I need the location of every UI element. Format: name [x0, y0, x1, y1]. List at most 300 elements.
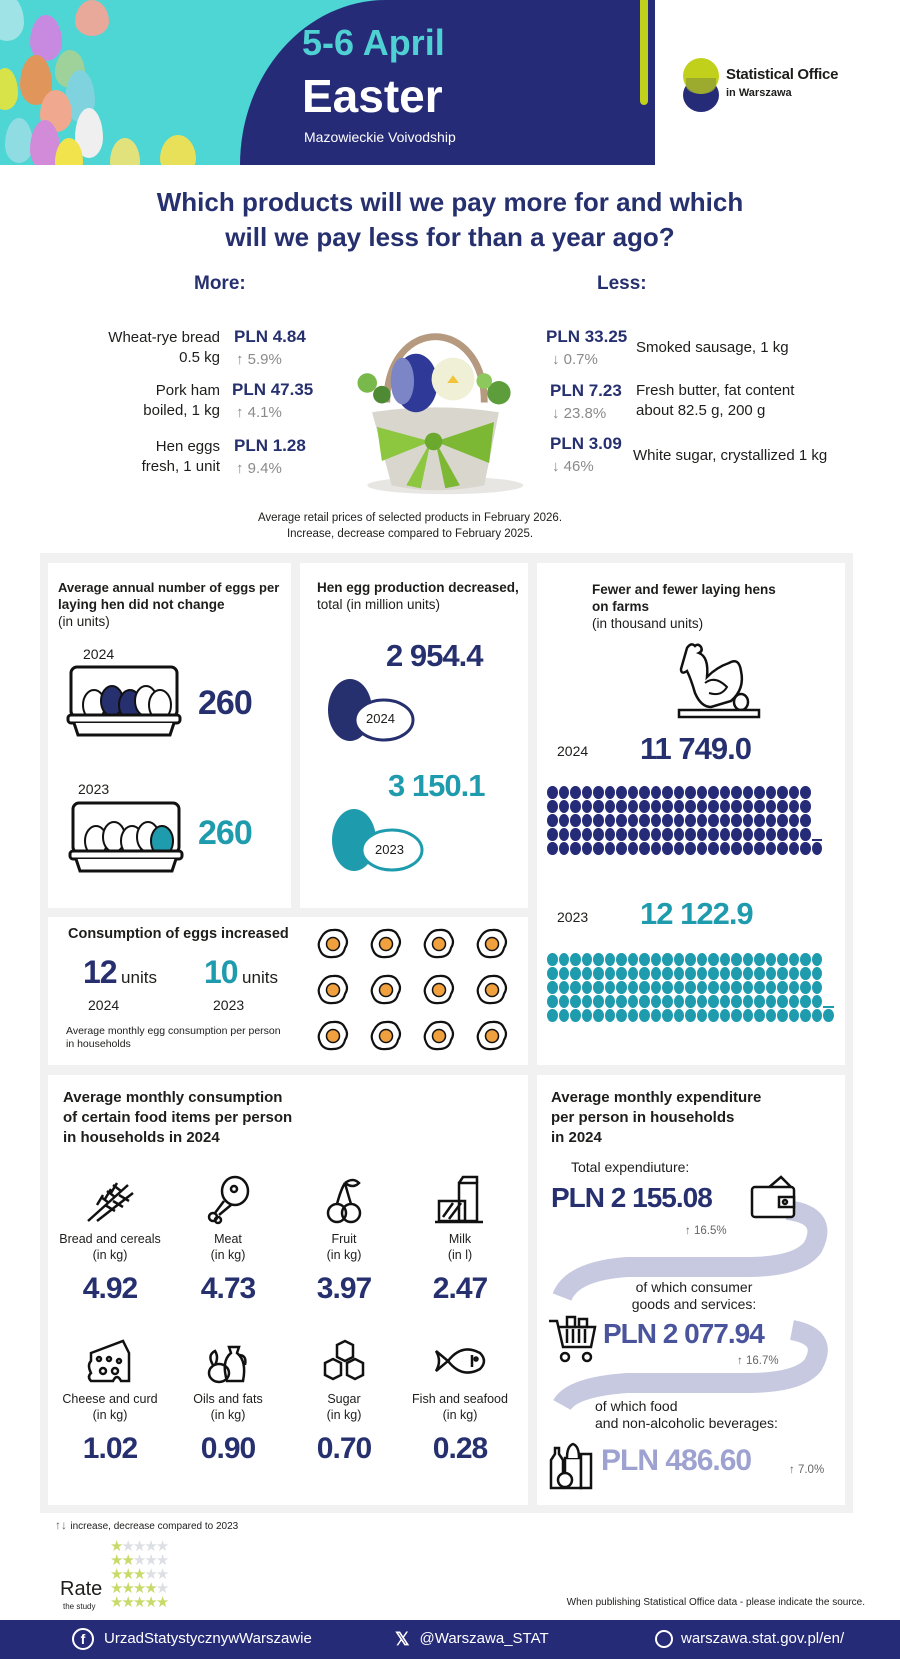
food-unit: (in kg) — [326, 1408, 362, 1422]
hen-dot — [720, 842, 731, 855]
hen-dot — [639, 953, 650, 966]
hen-dot — [812, 1009, 823, 1022]
hen-dot — [743, 842, 754, 855]
arrow-up-icon: ↑ — [236, 404, 248, 421]
hen-icon — [677, 638, 762, 720]
facebook-icon: f — [72, 1628, 94, 1650]
hen-dot — [582, 828, 593, 841]
star-icon: ★ — [132, 1566, 145, 1583]
hen-dot — [823, 981, 834, 994]
star-icon: ★ — [110, 1580, 122, 1597]
hen-dot — [685, 800, 696, 813]
consumer-change — [737, 1354, 779, 1368]
hen-dot — [651, 786, 662, 799]
hen-dot — [662, 828, 673, 841]
hen-dot — [789, 800, 800, 813]
card-title: Consumption of eggs increased — [68, 926, 289, 942]
total-label: Total expendiuture: — [571, 1159, 690, 1175]
product-name: Pork ham — [155, 382, 220, 399]
food-change — [789, 1463, 824, 1477]
fried-eggs-pictogram — [316, 927, 526, 1057]
food-unit: (in l) — [447, 1248, 473, 1262]
egg-carton-icon — [66, 665, 182, 737]
hen-dot — [754, 981, 765, 994]
egg-carton-icon — [68, 801, 184, 873]
hen-dot — [593, 828, 604, 841]
title-line-2: total (in million units) — [317, 597, 441, 612]
hen-dot — [582, 953, 593, 966]
hen-dot — [720, 800, 731, 813]
hen-dot — [662, 981, 673, 994]
card-title — [592, 581, 776, 632]
hen-dot — [674, 800, 685, 813]
hen-dot — [697, 953, 708, 966]
star-icon: ★ — [110, 1566, 122, 1583]
hen-dot — [720, 786, 731, 799]
fish-icon — [430, 1339, 490, 1385]
consumer-value: PLN 2 077.94 — [603, 1318, 764, 1349]
hen-dot — [570, 953, 581, 966]
hen-dot — [697, 842, 708, 855]
hen-dot — [777, 814, 788, 827]
hen-dot — [559, 800, 570, 813]
hen-dot — [800, 967, 811, 980]
hen-dot — [743, 995, 754, 1008]
hen-dot — [800, 995, 811, 1008]
product-unit: fresh, 1 unit — [141, 458, 220, 475]
hen-dot — [743, 981, 754, 994]
hen-dot — [651, 967, 662, 980]
year-label: 2023 — [557, 909, 589, 925]
hen-dot — [800, 953, 811, 966]
cherries-icon — [317, 1175, 371, 1225]
title-line-3: in 2024 — [551, 1129, 602, 1146]
price-change: 5.9% — [247, 351, 282, 368]
wallet-icon — [749, 1173, 799, 1221]
hen-dot — [639, 981, 650, 994]
product-name: Hen eggs — [155, 438, 220, 455]
change-value: 16.5% — [693, 1225, 727, 1237]
accent-bar — [640, 0, 648, 105]
hen-dot — [547, 828, 558, 841]
statistical-office-logo[interactable] — [683, 58, 883, 114]
meat-leg-icon — [201, 1175, 255, 1225]
logo-text-line1: Statistical Office — [726, 66, 839, 83]
food-name: Bread and cereals — [59, 1232, 161, 1246]
hen-dot — [674, 828, 685, 841]
easter-basket-illustration — [338, 305, 533, 500]
hen-dot — [593, 786, 604, 799]
hen-dot — [708, 967, 719, 980]
star-row[interactable] — [110, 1596, 167, 1610]
product-name: Fresh butter, fat content — [636, 382, 795, 399]
arrow-up-icon: ↑ — [789, 1464, 798, 1476]
question-line-1: Which products will we pay more for and which — [156, 187, 744, 217]
hen-dot — [639, 967, 650, 980]
hen-dot — [777, 995, 788, 1008]
food-value: 0.90 — [200, 1432, 256, 1465]
hen-dot — [605, 981, 616, 994]
egg-pair-icon — [332, 808, 432, 873]
website-link[interactable] — [655, 1628, 844, 1650]
hen-dot — [616, 981, 627, 994]
hen-dot — [547, 953, 558, 966]
food-label — [595, 1398, 778, 1432]
fried-egg-icon — [369, 927, 403, 961]
hen-dot — [605, 1009, 616, 1022]
hen-dot — [777, 842, 788, 855]
hen-dot — [766, 981, 777, 994]
star-icon: ★ — [132, 1594, 145, 1611]
hen-dot — [639, 828, 650, 841]
hen-dot — [800, 842, 811, 855]
food-item — [54, 1175, 166, 1307]
product-name: Wheat-rye bread — [108, 329, 220, 346]
food-name: Oils and fats — [193, 1392, 263, 1406]
food-item — [172, 1175, 284, 1307]
hen-dot — [559, 967, 570, 980]
consumption-note — [66, 1025, 281, 1051]
production-value: 2 954.4 — [386, 638, 483, 673]
hen-dot — [708, 786, 719, 799]
hen-dot — [777, 967, 788, 980]
label-line-1: of which food — [595, 1398, 678, 1414]
food-unit: (in kg) — [210, 1408, 246, 1422]
milk-carton-icon — [433, 1175, 487, 1225]
card-title — [317, 579, 519, 613]
hen-dot — [628, 981, 639, 994]
rate-sublabel: the study — [63, 1602, 96, 1611]
hen-dot — [800, 786, 811, 799]
hen-dot — [559, 995, 570, 1008]
food-value: 0.28 — [432, 1432, 488, 1465]
food-unit: (in kg) — [442, 1408, 478, 1422]
consumption-2023 — [204, 953, 278, 998]
hen-dot — [697, 800, 708, 813]
hen-pictogram-2023 — [547, 953, 834, 1022]
hen-dot — [570, 842, 581, 855]
fried-egg-icon — [475, 973, 509, 1007]
card-title — [58, 579, 290, 630]
hen-dot — [720, 828, 731, 841]
hen-dot — [708, 953, 719, 966]
star-icon: ★ — [144, 1566, 156, 1583]
hen-dot — [651, 842, 662, 855]
card-title — [63, 1088, 292, 1148]
region-subtitle: Mazowieckie Voivodship — [304, 129, 456, 145]
production-value: 3 150.1 — [388, 768, 485, 803]
hen-dot — [697, 786, 708, 799]
hen-dot — [547, 967, 558, 980]
hen-dot — [605, 800, 616, 813]
note-line-2: in households — [66, 1038, 131, 1050]
hen-dot — [605, 995, 616, 1008]
hen-dot — [674, 967, 685, 980]
hen-dot — [766, 842, 777, 855]
star-icon: ★ — [110, 1538, 122, 1555]
star-icon: ★ — [144, 1538, 156, 1555]
website-url: warszawa.stat.gov.pl/en/ — [681, 1630, 845, 1648]
hen-dot — [674, 842, 685, 855]
hen-dot — [812, 839, 823, 841]
hen-dot — [582, 800, 593, 813]
hen-dot — [766, 800, 777, 813]
star-icon: ★ — [155, 1538, 168, 1555]
arrow-up-icon: ↑ — [236, 460, 248, 477]
food-name: Meat — [214, 1232, 242, 1246]
product-unit: about 82.5 g, 200 g — [636, 402, 766, 419]
consumption-2024 — [83, 953, 157, 998]
hen-dot — [754, 1009, 765, 1022]
hen-dot — [651, 800, 662, 813]
hen-dot — [754, 828, 765, 841]
hen-dot — [731, 828, 742, 841]
hen-dot — [559, 1009, 570, 1022]
hen-dot — [605, 953, 616, 966]
price-change: 9.4% — [247, 460, 282, 477]
rate-the-study-link[interactable] — [60, 1540, 200, 1618]
hen-dot — [800, 828, 811, 841]
x-link[interactable] — [395, 1628, 549, 1650]
food-unit: (in kg) — [210, 1248, 246, 1262]
hen-dot — [777, 828, 788, 841]
facebook-link[interactable] — [72, 1628, 312, 1650]
arrow-down-icon: ↓ — [552, 458, 564, 475]
hen-dot — [766, 828, 777, 841]
hen-dot — [547, 981, 558, 994]
hen-dot — [662, 995, 673, 1008]
event-date: 5-6 April — [302, 22, 445, 63]
hen-dot — [628, 967, 639, 980]
title-unit: (in thousand units) — [592, 616, 704, 631]
hen-dot — [547, 800, 558, 813]
title-line-1: Average monthly expenditure — [551, 1089, 762, 1106]
star-icon: ★ — [121, 1566, 133, 1583]
title-line-1: Average monthly consumption — [63, 1089, 283, 1106]
up-down-arrows-icon: ↑↓ — [55, 1518, 71, 1532]
hen-dot — [582, 981, 593, 994]
hen-dot — [812, 800, 823, 813]
hen-dot — [582, 995, 593, 1008]
price-change: 23.8% — [563, 405, 607, 422]
price-change: 0.7% — [563, 351, 598, 368]
fried-egg-icon — [316, 1019, 350, 1053]
food-expenditure-value: PLN 486.60 — [601, 1444, 752, 1477]
hen-pictogram-2024 — [547, 786, 822, 855]
hen-dot — [812, 981, 823, 994]
hen-dot — [605, 786, 616, 799]
consumption-value: 10 — [204, 954, 238, 990]
hen-dot — [789, 967, 800, 980]
change-legend — [55, 1518, 238, 1534]
hen-dot — [743, 800, 754, 813]
food-unit: (in kg) — [326, 1248, 362, 1262]
hen-dot — [812, 786, 823, 799]
hen-dot — [605, 967, 616, 980]
hen-dot — [570, 995, 581, 1008]
hen-dot — [685, 995, 696, 1008]
card-eggs-per-hen — [48, 563, 291, 908]
title-line-2: laying hen did not change — [58, 597, 225, 612]
groceries-icon — [547, 1440, 595, 1490]
hen-dot — [662, 967, 673, 980]
footer-bar — [0, 1620, 900, 1659]
title-line-1: Fewer and fewer laying hens — [592, 582, 776, 597]
card-egg-production — [300, 563, 528, 908]
hen-dot — [593, 953, 604, 966]
hen-dot — [777, 953, 788, 966]
hen-dot — [685, 981, 696, 994]
hen-dot — [559, 828, 570, 841]
hen-dot — [731, 953, 742, 966]
hen-dot — [605, 828, 616, 841]
hen-dot — [708, 814, 719, 827]
hen-dot — [743, 967, 754, 980]
change-value: 7.0% — [797, 1464, 825, 1476]
hen-dot — [651, 828, 662, 841]
x-logo-icon: 𝕏 — [395, 1629, 410, 1650]
hen-dot — [582, 814, 593, 827]
hen-dot — [697, 995, 708, 1008]
hen-dot — [766, 953, 777, 966]
hen-dot — [800, 800, 811, 813]
year-label: 2023 — [375, 842, 404, 857]
hen-dot — [754, 995, 765, 1008]
x-handle: @Warszawa_STAT — [419, 1630, 549, 1648]
rate-label: Rate — [60, 1578, 103, 1600]
product-name: Smoked sausage, 1 kg — [636, 339, 789, 356]
hen-dot — [616, 828, 627, 841]
label-line-2: goods and services: — [631, 1296, 757, 1312]
card-egg-consumption — [48, 917, 528, 1065]
hen-dot — [685, 953, 696, 966]
product-price: PLN 47.35 — [232, 380, 314, 399]
hen-dot — [674, 981, 685, 994]
hen-dot — [812, 967, 823, 980]
hen-dot — [570, 967, 581, 980]
hen-dot — [697, 1009, 708, 1022]
legend-text: increase, decrease compared to 2023 — [70, 1521, 239, 1532]
hen-dot — [628, 828, 639, 841]
fried-egg-icon — [316, 927, 350, 961]
hen-dot — [731, 1009, 742, 1022]
food-item — [404, 1175, 516, 1307]
price-change: 46% — [563, 458, 594, 475]
hen-dot — [708, 1009, 719, 1022]
hen-dot — [651, 1009, 662, 1022]
title-line-2: on farms — [592, 599, 650, 614]
product-price: PLN 4.84 — [234, 327, 306, 346]
hen-dot — [731, 814, 742, 827]
hen-dot — [800, 1009, 811, 1022]
hen-dot — [570, 828, 581, 841]
hen-dot — [708, 981, 719, 994]
hen-dot — [754, 967, 765, 980]
hen-dot — [685, 967, 696, 980]
hen-dot — [743, 786, 754, 799]
star-icon: ★ — [121, 1552, 133, 1569]
hen-dot — [754, 953, 765, 966]
hen-dot — [570, 814, 581, 827]
note-line-2: Increase, decrease compared to February 2025. — [286, 528, 534, 540]
product-price: PLN 3.09 — [550, 434, 622, 453]
hen-dot — [766, 1009, 777, 1022]
fried-egg-icon — [369, 1019, 403, 1053]
hen-dot — [720, 814, 731, 827]
hen-dot — [812, 814, 823, 827]
hen-dot — [628, 995, 639, 1008]
product-name: White sugar, crystallized 1 kg — [633, 447, 828, 464]
header-banner — [0, 0, 900, 165]
hen-dot — [720, 981, 731, 994]
star-icon: ★ — [155, 1552, 168, 1569]
hen-dot — [766, 967, 777, 980]
hen-dot — [731, 967, 742, 980]
fried-egg-icon — [422, 927, 456, 961]
hen-dot — [547, 786, 558, 799]
cheese-icon — [83, 1339, 137, 1385]
hen-dot — [731, 786, 742, 799]
total-value: PLN 2 155.08 — [551, 1182, 712, 1213]
star-icon: ★ — [155, 1580, 168, 1597]
less-heading: Less: — [597, 273, 647, 294]
hen-dot — [685, 828, 696, 841]
year-label: 2024 — [83, 646, 115, 662]
title-line-2: of certain food items per person — [63, 1109, 293, 1126]
hen-dot — [777, 981, 788, 994]
hen-dot — [593, 814, 604, 827]
star-icon: ★ — [121, 1580, 133, 1597]
hen-dot — [708, 800, 719, 813]
food-value: 1.02 — [82, 1432, 138, 1465]
star-icon: ★ — [121, 1538, 133, 1555]
hen-dot — [570, 786, 581, 799]
note-line-1: Average monthly egg consumption per person — [66, 1025, 281, 1037]
hen-dot — [662, 814, 673, 827]
consumption-unit: units — [121, 968, 157, 987]
hen-dot — [570, 981, 581, 994]
hen-dot — [662, 953, 673, 966]
prices-note — [0, 510, 820, 542]
food-name: Milk — [448, 1232, 472, 1246]
globe-icon — [655, 1630, 673, 1648]
hen-dot — [616, 786, 627, 799]
hen-dot — [812, 842, 823, 855]
label-line-2: and non-alcoholic beverages: — [595, 1415, 778, 1431]
hen-dot — [662, 800, 673, 813]
food-name: Fish and seafood — [412, 1392, 508, 1406]
card-expenditure — [537, 1075, 845, 1505]
arrow-up-icon: ↑ — [236, 351, 248, 368]
total-change — [685, 1224, 727, 1238]
title-unit: (in units) — [58, 614, 110, 629]
product-price: PLN 1.28 — [234, 436, 306, 455]
fried-egg-icon — [369, 973, 403, 1007]
hen-dot — [639, 1009, 650, 1022]
sugar-cubes-icon — [317, 1339, 371, 1385]
fried-egg-icon — [475, 1019, 509, 1053]
star-icon: ★ — [132, 1538, 145, 1555]
hen-dot — [789, 814, 800, 827]
hen-dot — [777, 1009, 788, 1022]
hen-dot — [662, 786, 673, 799]
hen-dot — [662, 842, 673, 855]
hen-dot — [559, 814, 570, 827]
star-icon: ★ — [132, 1580, 145, 1597]
year-label: 2023 — [78, 781, 110, 797]
consumption-value: 12 — [83, 954, 117, 990]
star-icon: ★ — [110, 1594, 122, 1611]
